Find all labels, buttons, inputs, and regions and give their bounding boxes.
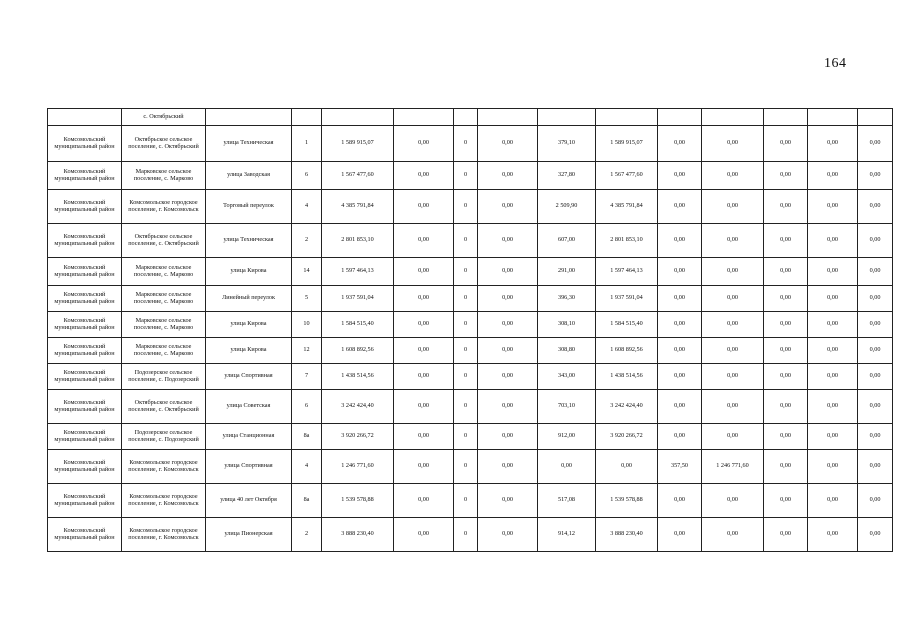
cell-c6: 0,00 [764,364,808,390]
cell-c3: 0,00 [478,126,538,162]
cell-c5: 0,00 [702,190,764,224]
cell-c5: 0,00 [702,258,764,286]
cell-cost [596,109,658,126]
cell-settlement: Подозерское сельское поселение, с. Подозерский [122,364,206,390]
cell-street [206,109,292,126]
cell-c2: 0 [454,518,478,552]
cell-c5: 0,00 [702,424,764,450]
cell-c4: 357,50 [658,450,702,484]
cell-area: 308,10 [538,312,596,338]
cell-house: 1 [292,126,322,162]
cell-c1: 0,00 [394,190,454,224]
table-body [48,109,893,552]
table-row [48,364,893,390]
cell-cost: 1 589 915,07 [596,126,658,162]
cell-c6: 0,00 [764,338,808,364]
cell-c1: 0,00 [394,518,454,552]
cell-area: 607,00 [538,224,596,258]
cell-c2: 0 [454,286,478,312]
cell-street: улица Пионерская [206,518,292,552]
cell-cost: 1 584 515,40 [596,312,658,338]
cell-area: 327,80 [538,162,596,190]
cell-street: улица Кирова [206,312,292,338]
cell-c2: 0 [454,390,478,424]
cell-cost: 1 567 477,60 [596,162,658,190]
cell-area: 2 509,90 [538,190,596,224]
cell-street: улица Спортивная [206,364,292,390]
cell-c8: 0,00 [858,424,893,450]
cell-c4: 0,00 [658,484,702,518]
cell-c6: 0,00 [764,190,808,224]
cell-settlement: Подозерское сельское поселение, с. Подозерский [122,424,206,450]
cell-cost: 4 385 791,84 [596,190,658,224]
cell-c1: 0,00 [394,224,454,258]
cell-district: Комсомольский муниципальный район [48,286,122,312]
cell-c1: 0,00 [394,162,454,190]
cell-c3: 0,00 [478,162,538,190]
cell-district: Комсомольский муниципальный район [48,484,122,518]
cell-area [538,109,596,126]
cell-c5: 0,00 [702,518,764,552]
cell-c5: 0,00 [702,286,764,312]
cell-c1: 0,00 [394,312,454,338]
cell-house: 12 [292,338,322,364]
cell-settlement: Марковское сельское поселение, с. Марково [122,312,206,338]
cell-c8: 0,00 [858,312,893,338]
table-row [48,424,893,450]
cell-house: 6 [292,390,322,424]
cell-c1 [394,109,454,126]
table-row [48,190,893,224]
cell-c8: 0,00 [858,286,893,312]
cell-c2: 0 [454,258,478,286]
cell-c2: 0 [454,484,478,518]
cell-area: 0,00 [538,450,596,484]
cell-c2: 0 [454,162,478,190]
cell-c5: 0,00 [702,484,764,518]
cell-c8: 0,00 [858,450,893,484]
cell-total: 3 920 266,72 [322,424,394,450]
cell-street: улица 40 лет Октября [206,484,292,518]
cell-c8: 0,00 [858,258,893,286]
cell-c2: 0 [454,364,478,390]
cell-c7: 0,00 [808,286,858,312]
cell-c1: 0,00 [394,424,454,450]
cell-settlement: Марковское сельское поселение, с. Марково [122,338,206,364]
cell-c8: 0,00 [858,364,893,390]
cell-street: улица Техническая [206,224,292,258]
cell-c3: 0,00 [478,224,538,258]
cell-c7: 0,00 [808,258,858,286]
cell-district: Комсомольский муниципальный район [48,450,122,484]
cell-total: 3 888 230,40 [322,518,394,552]
cell-district: Комсомольский муниципальный район [48,364,122,390]
cell-c6: 0,00 [764,286,808,312]
cell-total [322,109,394,126]
cell-c1: 0,00 [394,286,454,312]
cell-settlement: Комсомольское городское поселение, г. Комсомольск [122,190,206,224]
cell-area: 912,00 [538,424,596,450]
table-row [48,162,893,190]
cell-district: Комсомольский муниципальный район [48,224,122,258]
table-row [48,484,893,518]
cell-c4: 0,00 [658,390,702,424]
cell-c7: 0,00 [808,126,858,162]
cell-c7: 0,00 [808,518,858,552]
cell-c5: 0,00 [702,162,764,190]
cell-c1: 0,00 [394,390,454,424]
cell-c8 [858,109,893,126]
cell-c4: 0,00 [658,312,702,338]
cell-settlement: Комсомольское городское поселение, г. Комсомольск [122,518,206,552]
cell-area: 291,00 [538,258,596,286]
cell-c1: 0,00 [394,450,454,484]
cell-c6: 0,00 [764,258,808,286]
cell-total: 1 597 464,13 [322,258,394,286]
cell-district: Комсомольский муниципальный район [48,312,122,338]
cell-c5: 0,00 [702,364,764,390]
cell-house: 2 [292,224,322,258]
cell-c8: 0,00 [858,224,893,258]
cell-street: улица Кирова [206,338,292,364]
cell-area: 379,10 [538,126,596,162]
cell-c7 [808,109,858,126]
cell-house: 6 [292,162,322,190]
cell-c4 [658,109,702,126]
cell-c2: 0 [454,424,478,450]
cell-c3: 0,00 [478,312,538,338]
table-row [48,224,893,258]
cell-house [292,109,322,126]
cell-house: 7 [292,364,322,390]
cell-c1: 0,00 [394,484,454,518]
cell-total: 3 242 424,40 [322,390,394,424]
cell-settlement: Марковское сельское поселение, с. Марково [122,162,206,190]
cell-total: 1 584 515,40 [322,312,394,338]
page-number: 164 [824,56,847,71]
cell-c7: 0,00 [808,224,858,258]
cell-cost: 1 937 591,04 [596,286,658,312]
cell-house: 10 [292,312,322,338]
cell-total: 4 385 791,84 [322,190,394,224]
cell-c3: 0,00 [478,484,538,518]
cell-c8: 0,00 [858,518,893,552]
cell-street: улица Советская [206,390,292,424]
cell-settlement: Марковское сельское поселение, с. Марково [122,258,206,286]
cell-street: улица Станционная [206,424,292,450]
housing-table [47,108,892,552]
cell-district: Комсомольский муниципальный район [48,258,122,286]
cell-district: Комсомольский муниципальный район [48,390,122,424]
cell-cost: 1 597 464,13 [596,258,658,286]
cell-cost: 0,00 [596,450,658,484]
cell-house: 4 [292,190,322,224]
cell-c2: 0 [454,338,478,364]
cell-c8: 0,00 [858,338,893,364]
cell-district: Комсомольский муниципальный район [48,162,122,190]
cell-total: 1 589 915,07 [322,126,394,162]
cell-c3: 0,00 [478,338,538,364]
cell-c3: 0,00 [478,424,538,450]
cell-settlement: Октябрьское сельское поселение, с. Октябрьский [122,126,206,162]
cell-c3: 0,00 [478,518,538,552]
cell-cost: 3 242 424,40 [596,390,658,424]
cell-house: 8а [292,484,322,518]
table-row [48,450,893,484]
cell-settlement: Октябрьское сельское поселение, с. Октябрьский [122,224,206,258]
table-row [48,390,893,424]
cell-area: 517,08 [538,484,596,518]
cell-c3: 0,00 [478,190,538,224]
cell-c3 [478,109,538,126]
cell-total: 1 937 591,04 [322,286,394,312]
cell-c8: 0,00 [858,390,893,424]
cell-total: 1 608 892,56 [322,338,394,364]
table-row-continued [48,109,893,126]
cell-cost: 1 438 514,56 [596,364,658,390]
cell-c5: 0,00 [702,390,764,424]
cell-c2: 0 [454,224,478,258]
cell-c5: 0,00 [702,338,764,364]
cell-c7: 0,00 [808,190,858,224]
cell-c5: 0,00 [702,126,764,162]
cell-settlement: Комсомольское городское поселение, г. Комсомольск [122,484,206,518]
cell-total: 1 438 514,56 [322,364,394,390]
cell-district [48,109,122,126]
cell-total: 1 567 477,60 [322,162,394,190]
cell-c6: 0,00 [764,224,808,258]
cell-cost: 1 608 892,56 [596,338,658,364]
cell-c4: 0,00 [658,162,702,190]
table-row [48,338,893,364]
cell-area: 343,00 [538,364,596,390]
cell-c4: 0,00 [658,338,702,364]
cell-c3: 0,00 [478,258,538,286]
cell-c6: 0,00 [764,424,808,450]
cell-c3: 0,00 [478,286,538,312]
cell-c6: 0,00 [764,312,808,338]
cell-house: 8а [292,424,322,450]
cell-c6 [764,109,808,126]
cell-settlement: Комсомольское городское поселение, г. Комсомольск [122,450,206,484]
cell-district: Комсомольский муниципальный район [48,424,122,450]
cell-c4: 0,00 [658,286,702,312]
cell-c4: 0,00 [658,190,702,224]
cell-c2: 0 [454,126,478,162]
cell-street: Линейный переулок [206,286,292,312]
cell-area: 308,80 [538,338,596,364]
cell-c4: 0,00 [658,126,702,162]
cell-c5: 0,00 [702,312,764,338]
cell-c6: 0,00 [764,484,808,518]
table-row [48,518,893,552]
cell-c3: 0,00 [478,450,538,484]
cell-c4: 0,00 [658,364,702,390]
cell-district: Комсомольский муниципальный район [48,190,122,224]
cell-c7: 0,00 [808,364,858,390]
cell-settlement: Октябрьское сельское поселение, с. Октябрьский [122,390,206,424]
cell-cost: 3 920 266,72 [596,424,658,450]
cell-total: 1 539 578,88 [322,484,394,518]
cell-district: Комсомольский муниципальный район [48,126,122,162]
cell-c1: 0,00 [394,126,454,162]
cell-house: 5 [292,286,322,312]
cell-c4: 0,00 [658,518,702,552]
cell-area: 396,30 [538,286,596,312]
cell-house: 4 [292,450,322,484]
cell-district: Комсомольский муниципальный район [48,518,122,552]
table-row [48,286,893,312]
cell-c2: 0 [454,312,478,338]
cell-c1: 0,00 [394,364,454,390]
cell-street: Торговый переулок [206,190,292,224]
cell-c2: 0 [454,450,478,484]
cell-c7: 0,00 [808,390,858,424]
table-row [48,126,893,162]
cell-c6: 0,00 [764,390,808,424]
cell-c5 [702,109,764,126]
table-row [48,258,893,286]
cell-c7: 0,00 [808,312,858,338]
cell-c1: 0,00 [394,258,454,286]
cell-house: 14 [292,258,322,286]
cell-street: улица Заводская [206,162,292,190]
cell-street: улица Спортивная [206,450,292,484]
cell-c6: 0,00 [764,162,808,190]
cell-c8: 0,00 [858,162,893,190]
cell-c7: 0,00 [808,338,858,364]
cell-c7: 0,00 [808,162,858,190]
cell-c8: 0,00 [858,126,893,162]
cell-district: Комсомольский муниципальный район [48,338,122,364]
cell-c5: 1 246 771,60 [702,450,764,484]
table-row [48,312,893,338]
data-table [47,108,893,552]
cell-c1: 0,00 [394,338,454,364]
cell-c3: 0,00 [478,390,538,424]
cell-c4: 0,00 [658,224,702,258]
cell-total: 2 801 853,10 [322,224,394,258]
cell-c4: 0,00 [658,424,702,450]
cell-c6: 0,00 [764,450,808,484]
cell-cost: 1 539 578,88 [596,484,658,518]
cell-c2: 0 [454,190,478,224]
cell-total: 1 246 771,60 [322,450,394,484]
cell-settlement: Марковское сельское поселение, с. Марково [122,286,206,312]
cell-c7: 0,00 [808,424,858,450]
cell-c5: 0,00 [702,224,764,258]
cell-area: 703,10 [538,390,596,424]
cell-c2 [454,109,478,126]
cell-area: 914,12 [538,518,596,552]
cell-c3: 0,00 [478,364,538,390]
cell-c8: 0,00 [858,190,893,224]
cell-street: улица Техническая [206,126,292,162]
cell-settlement: с. Октябрьский [122,109,206,126]
cell-c7: 0,00 [808,484,858,518]
cell-cost: 3 888 230,40 [596,518,658,552]
cell-c8: 0,00 [858,484,893,518]
cell-street: улица Кирова [206,258,292,286]
cell-c7: 0,00 [808,450,858,484]
cell-cost: 2 801 853,10 [596,224,658,258]
cell-house: 2 [292,518,322,552]
cell-c4: 0,00 [658,258,702,286]
cell-c6: 0,00 [764,126,808,162]
cell-c6: 0,00 [764,518,808,552]
